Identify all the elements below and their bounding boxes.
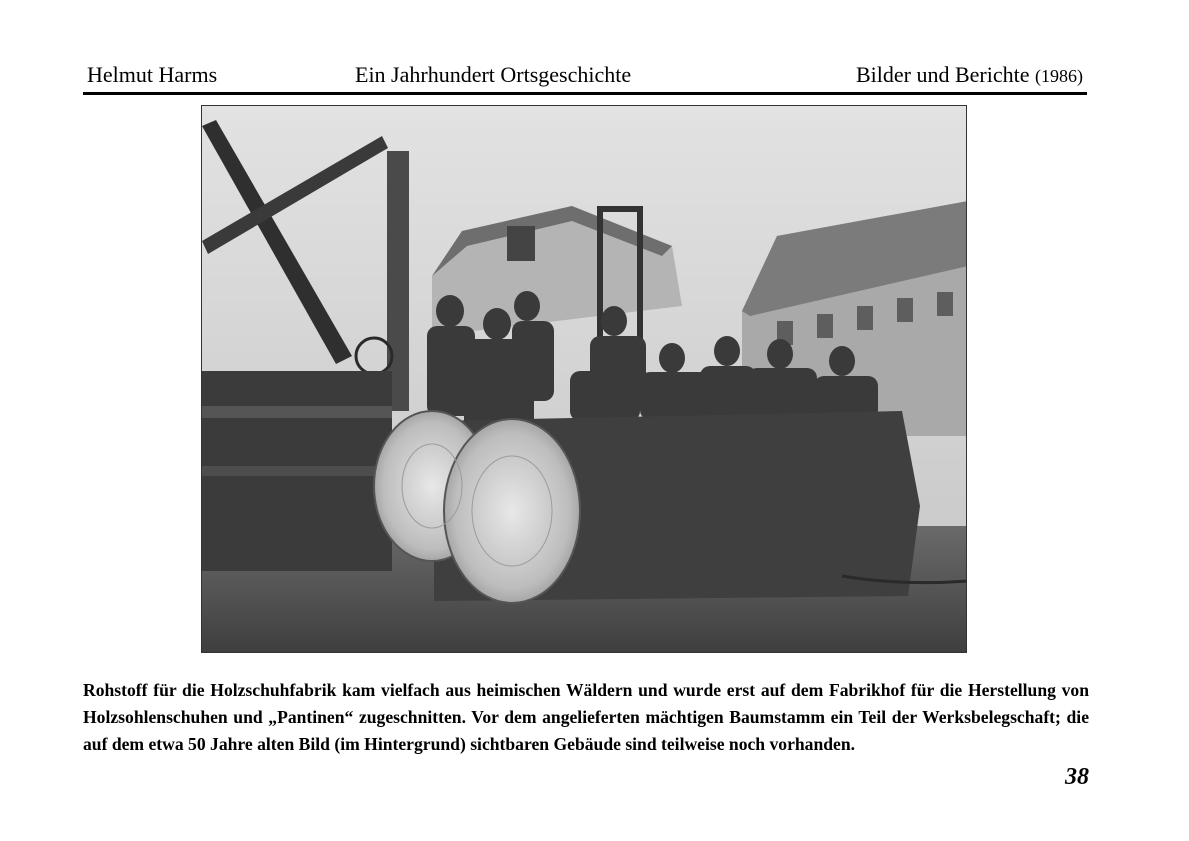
- historic-photo: [201, 105, 967, 653]
- running-header: [83, 58, 1087, 95]
- photo-illustration: [202, 106, 967, 653]
- header-title: Ein Jahrhundert Ortsgeschichte: [355, 62, 632, 87]
- header-author: Helmut Harms: [87, 62, 218, 87]
- header-year: (1986): [1035, 66, 1083, 86]
- header-series: [856, 62, 1083, 88]
- page-number: 38: [1065, 764, 1089, 790]
- photo-caption: Rohstoff für die Holzschuhfabrik kam vielfach aus heimischen Wäldern und wurde erst auf dem Fabrikhof für die Herstellung von Holzsohlenschuhen und „Pantinen“ zugeschnitten. Vor dem angelieferten mächtigen Baumstamm ein Teil der Werksbelegschaft; die auf dem etwa 50 Jahre alten Bild (im Hintergrund) sichtbaren Gebäude sind teilweise noch vorhanden.: [83, 679, 1089, 754]
- header-series-text: Bilder und Berichte: [855, 62, 1030, 87]
